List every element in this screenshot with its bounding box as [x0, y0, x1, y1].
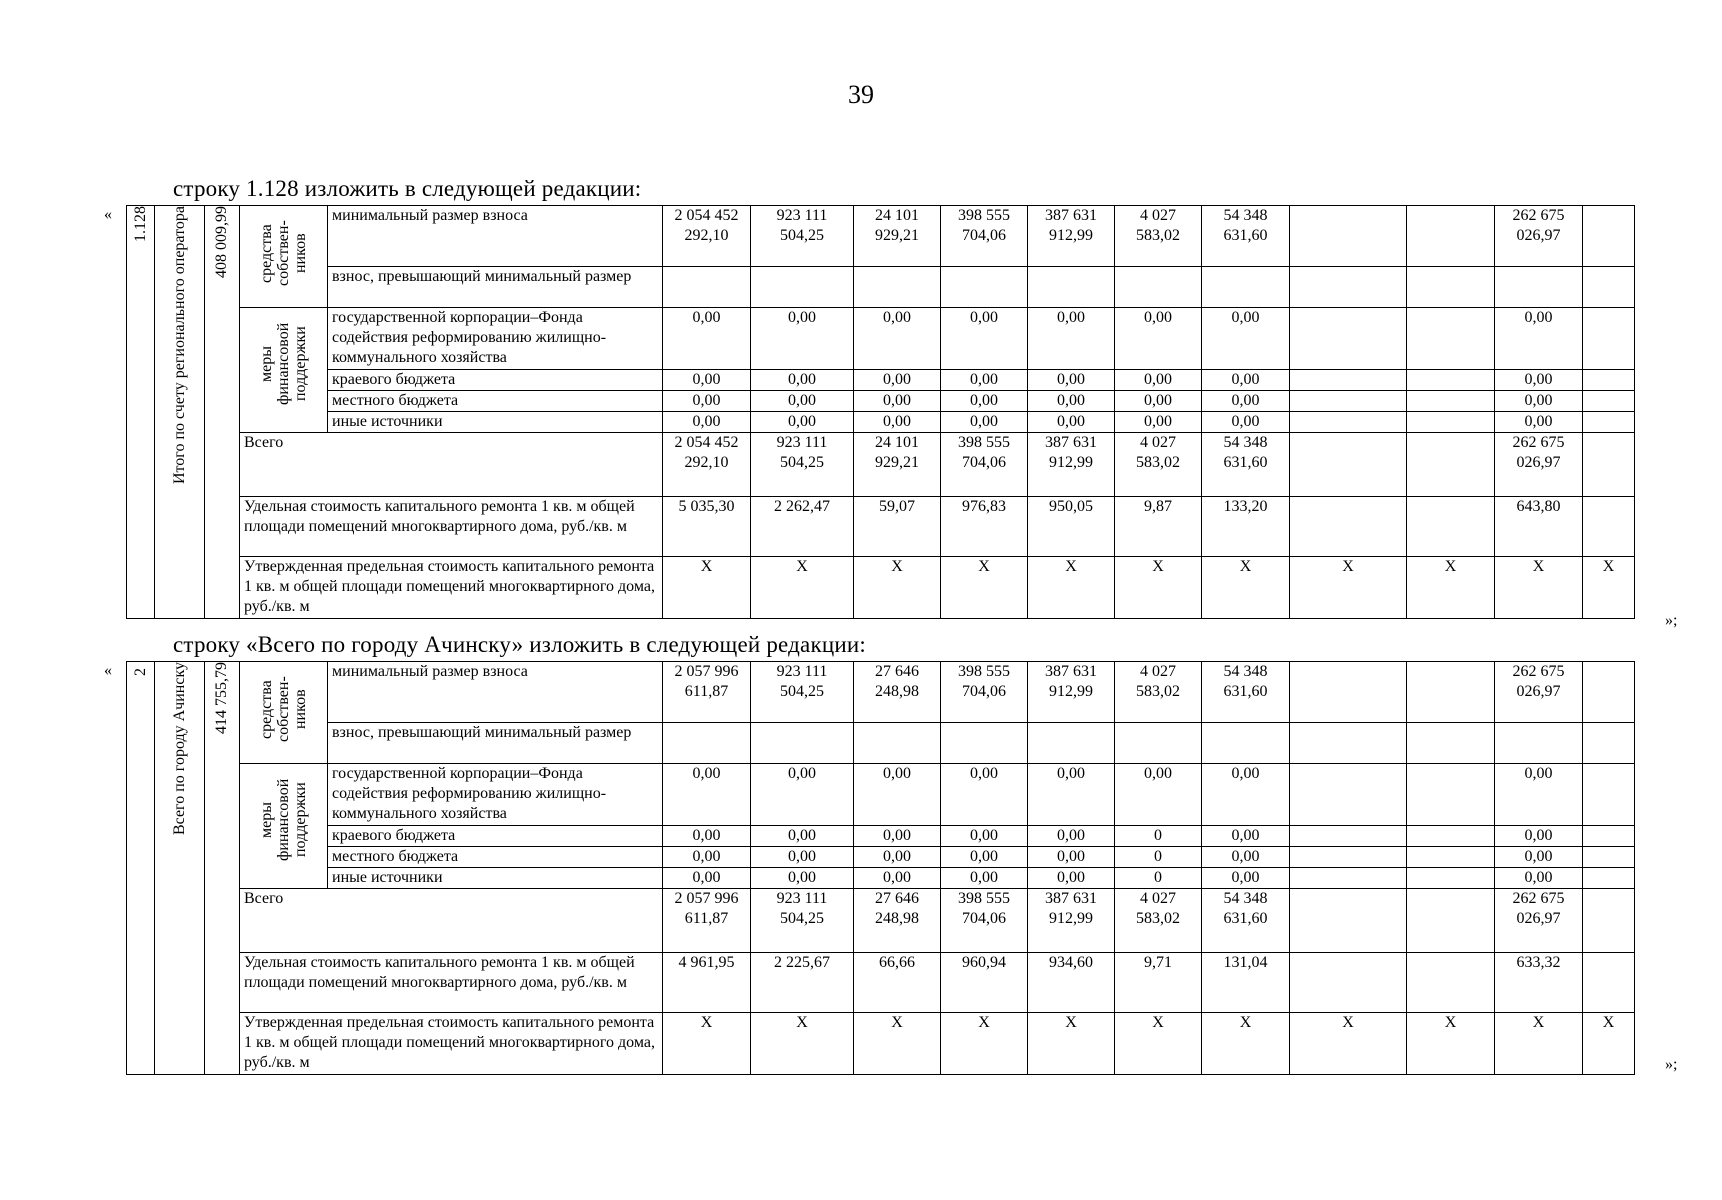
value-cell: 2 057 996 611,87: [663, 889, 751, 953]
value-cell: 0,00: [663, 370, 751, 391]
value-cell: X: [1028, 557, 1115, 619]
row-label: иные источники: [328, 868, 663, 889]
row-label: Утвержденная предельная стоимость капитального ремонта 1 кв. м общей площади помещений многоквартирного дома, руб./кв. м: [240, 557, 663, 619]
value-cell: 633,32: [1495, 953, 1583, 1013]
value-cell: [1290, 868, 1407, 889]
value-cell: 0,00: [941, 764, 1028, 826]
value-cell: [1290, 391, 1407, 412]
value-cell: [1583, 308, 1635, 370]
value-cell: 2 262,47: [751, 497, 854, 557]
value-cell: 387 631 912,99: [1028, 662, 1115, 723]
value-cell: [1290, 267, 1407, 308]
value-cell: 387 631 912,99: [1028, 206, 1115, 267]
value-cell: 0,00: [1202, 826, 1290, 847]
row-label: минимальный размер взноса: [328, 206, 663, 267]
group-support-label: меры финансовой поддержки: [258, 778, 309, 862]
value-cell: X: [1028, 1013, 1115, 1075]
page-number: 39: [848, 80, 874, 109]
value-cell: [1290, 889, 1407, 953]
value-cell: [1583, 723, 1635, 764]
value-cell: X: [663, 1013, 751, 1075]
value-cell: 0,00: [854, 764, 941, 826]
value-cell: 0,00: [1028, 764, 1115, 826]
area-value: 408 009,99: [213, 206, 230, 278]
value-cell: 387 631 912,99: [1028, 889, 1115, 953]
group-owners-cell: [240, 662, 328, 764]
value-cell: [663, 267, 751, 308]
value-cell: 923 111 504,25: [751, 433, 854, 497]
value-cell: [1115, 723, 1202, 764]
group-support-label: меры финансовой поддержки: [258, 322, 309, 406]
value-cell: 0,00: [663, 391, 751, 412]
value-cell: [1290, 308, 1407, 370]
section-heading: строку «Всего по городу Ачинску» изложить в следующей редакции:: [173, 632, 866, 657]
value-cell: X: [1495, 557, 1583, 619]
row-number: 2: [132, 668, 149, 676]
value-cell: 54 348 631,60: [1202, 889, 1290, 953]
value-cell: 0: [1115, 826, 1202, 847]
value-cell: 54 348 631,60: [1202, 433, 1290, 497]
value-cell: X: [1495, 1013, 1583, 1075]
value-cell: 0,00: [854, 391, 941, 412]
row-label: минимальный размер взноса: [328, 662, 663, 723]
value-cell: 0,00: [1028, 308, 1115, 370]
value-cell: [663, 723, 751, 764]
value-cell: 0,00: [1495, 847, 1583, 868]
value-cell: [1290, 826, 1407, 847]
value-cell: X: [1583, 557, 1635, 619]
closing-quote: »;: [1665, 1056, 1678, 1073]
value-cell: [1290, 497, 1407, 557]
table-row: [127, 557, 1635, 619]
value-cell: X: [1407, 557, 1495, 619]
value-cell: X: [751, 557, 854, 619]
value-cell: X: [1290, 557, 1407, 619]
value-cell: 262 675 026,97: [1495, 433, 1583, 497]
value-cell: 923 111 504,25: [751, 662, 854, 723]
value-cell: 9,87: [1115, 497, 1202, 557]
value-cell: 0,00: [941, 847, 1028, 868]
value-cell: 262 675 026,97: [1495, 662, 1583, 723]
value-cell: [1290, 433, 1407, 497]
value-cell: [941, 267, 1028, 308]
value-cell: 0,00: [1115, 412, 1202, 433]
value-cell: [1583, 826, 1635, 847]
value-cell: 27 646 248,98: [854, 889, 941, 953]
value-cell: 398 555 704,06: [941, 889, 1028, 953]
table-row: [127, 497, 1635, 557]
value-cell: 24 101 929,21: [854, 206, 941, 267]
value-cell: [1407, 868, 1495, 889]
value-cell: 59,07: [854, 497, 941, 557]
value-cell: X: [854, 557, 941, 619]
value-cell: [1290, 953, 1407, 1013]
value-cell: [1407, 267, 1495, 308]
value-cell: 0,00: [663, 412, 751, 433]
value-cell: 0,00: [1028, 370, 1115, 391]
value-cell: [1407, 953, 1495, 1013]
value-cell: 0,00: [1495, 308, 1583, 370]
value-cell: 262 675 026,97: [1495, 206, 1583, 267]
value-cell: [1583, 889, 1635, 953]
row-label: краевого бюджета: [328, 826, 663, 847]
table-row: [127, 308, 1635, 370]
value-cell: [1495, 267, 1583, 308]
value-cell: 0,00: [751, 764, 854, 826]
value-cell: 0,00: [1495, 826, 1583, 847]
value-cell: [1583, 267, 1635, 308]
table-row: [127, 889, 1635, 953]
row-label: Утвержденная предельная стоимость капитального ремонта 1 кв. м общей площади помещений многоквартирного дома, руб./кв. м: [240, 1013, 663, 1075]
row-name: Итого по счету регионального оператора: [170, 206, 188, 485]
row-label: Удельная стоимость капитального ремонта 1 кв. м общей площади помещений многоквартирного дома, руб./кв. м: [240, 953, 663, 1013]
value-cell: 0: [1115, 847, 1202, 868]
value-cell: 398 555 704,06: [941, 206, 1028, 267]
value-cell: 0,00: [854, 847, 941, 868]
value-cell: [1583, 868, 1635, 889]
table-row: [127, 826, 1635, 847]
value-cell: [1290, 206, 1407, 267]
opening-quote: «: [104, 662, 112, 679]
value-cell: 950,05: [1028, 497, 1115, 557]
row-label: взнос, превышающий минимальный размер: [328, 267, 663, 308]
row-name: Всего по городу Ачинску: [170, 662, 188, 836]
value-cell: [1290, 412, 1407, 433]
value-cell: 0,00: [1202, 847, 1290, 868]
value-cell: 398 555 704,06: [941, 662, 1028, 723]
value-cell: [1407, 391, 1495, 412]
value-cell: [1290, 723, 1407, 764]
value-cell: 0,00: [1115, 391, 1202, 412]
value-cell: [1407, 826, 1495, 847]
value-cell: 4 027 583,02: [1115, 662, 1202, 723]
table-row: [127, 953, 1635, 1013]
value-cell: 0,00: [941, 868, 1028, 889]
table-row: [127, 1013, 1635, 1075]
value-cell: 0,00: [1495, 370, 1583, 391]
value-cell: [1583, 370, 1635, 391]
value-cell: 2 054 452 292,10: [663, 433, 751, 497]
value-cell: [1583, 391, 1635, 412]
value-cell: 4 027 583,02: [1115, 889, 1202, 953]
value-cell: 0,00: [1115, 370, 1202, 391]
value-cell: 0,00: [1115, 308, 1202, 370]
row-name-cell: [155, 662, 205, 1075]
value-cell: 4 961,95: [663, 953, 751, 1013]
row-number: 1.128: [132, 206, 149, 242]
value-cell: 0,00: [1202, 868, 1290, 889]
value-cell: 398 555 704,06: [941, 433, 1028, 497]
value-cell: 0,00: [663, 764, 751, 826]
value-cell: 131,04: [1202, 953, 1290, 1013]
table-row: [127, 847, 1635, 868]
value-cell: [1202, 267, 1290, 308]
value-cell: [854, 723, 941, 764]
group-owners-label: средства собствен-ников: [258, 676, 309, 743]
group-owners-label: средства собствен-ников: [258, 220, 309, 287]
value-cell: 0,00: [941, 391, 1028, 412]
value-cell: 0,00: [1202, 412, 1290, 433]
value-cell: [1290, 370, 1407, 391]
value-cell: [1290, 764, 1407, 826]
value-cell: [1407, 723, 1495, 764]
group-support-cell: [240, 308, 328, 433]
table-row: [127, 662, 1635, 723]
value-cell: 0: [1115, 868, 1202, 889]
value-cell: 0,00: [1028, 826, 1115, 847]
row-label: иные источники: [328, 412, 663, 433]
row-name-cell: [155, 206, 205, 619]
row-label: Всего: [240, 433, 663, 497]
value-cell: [1028, 267, 1115, 308]
value-cell: 9,71: [1115, 953, 1202, 1013]
area-cell: [205, 662, 240, 1075]
value-cell: 0,00: [1115, 764, 1202, 826]
value-cell: X: [1290, 1013, 1407, 1075]
closing-quote: »;: [1665, 612, 1678, 629]
row-label: местного бюджета: [328, 391, 663, 412]
row-label: взнос, превышающий минимальный размер: [328, 723, 663, 764]
value-cell: [1407, 433, 1495, 497]
value-cell: [751, 267, 854, 308]
value-cell: 54 348 631,60: [1202, 662, 1290, 723]
value-cell: [1407, 370, 1495, 391]
value-cell: 0,00: [854, 412, 941, 433]
value-cell: 0,00: [1028, 868, 1115, 889]
group-owners-cell: [240, 206, 328, 308]
value-cell: 0,00: [751, 412, 854, 433]
value-cell: [1290, 662, 1407, 723]
value-cell: 0,00: [1028, 391, 1115, 412]
value-cell: 0,00: [854, 826, 941, 847]
value-cell: X: [941, 1013, 1028, 1075]
value-cell: [1583, 412, 1635, 433]
value-cell: [1583, 847, 1635, 868]
value-cell: X: [1115, 557, 1202, 619]
value-cell: 0,00: [1202, 764, 1290, 826]
value-cell: 0,00: [1028, 847, 1115, 868]
value-cell: 643,80: [1495, 497, 1583, 557]
value-cell: 0,00: [751, 847, 854, 868]
value-cell: X: [1202, 557, 1290, 619]
row-label: Удельная стоимость капитального ремонта 1 кв. м общей площади помещений многоквартирного дома, руб./кв. м: [240, 497, 663, 557]
value-cell: X: [663, 557, 751, 619]
row-number-cell: [127, 662, 155, 1075]
value-cell: 387 631 912,99: [1028, 433, 1115, 497]
value-cell: [854, 267, 941, 308]
value-cell: X: [1583, 1013, 1635, 1075]
value-cell: 54 348 631,60: [1202, 206, 1290, 267]
value-cell: [941, 723, 1028, 764]
value-cell: 4 027 583,02: [1115, 433, 1202, 497]
value-cell: [1407, 889, 1495, 953]
area-cell: [205, 206, 240, 619]
amendment-table-1: [126, 205, 1635, 619]
value-cell: X: [854, 1013, 941, 1075]
group-support-cell: [240, 764, 328, 889]
value-cell: 960,94: [941, 953, 1028, 1013]
value-cell: 923 111 504,25: [751, 889, 854, 953]
value-cell: 2 054 452 292,10: [663, 206, 751, 267]
value-cell: [1583, 953, 1635, 1013]
value-cell: 0,00: [751, 370, 854, 391]
row-label: государственной корпорации–Фонда содействия реформированию жилищно-коммунального хозяйства: [328, 308, 663, 370]
value-cell: [1202, 723, 1290, 764]
value-cell: [1583, 764, 1635, 826]
value-cell: 0,00: [751, 826, 854, 847]
value-cell: 27 646 248,98: [854, 662, 941, 723]
section-heading: строку 1.128 изложить в следующей редакции:: [173, 176, 642, 201]
value-cell: 0,00: [663, 308, 751, 370]
table-row: [127, 723, 1635, 764]
value-cell: [1583, 497, 1635, 557]
value-cell: 262 675 026,97: [1495, 889, 1583, 953]
value-cell: 2 057 996 611,87: [663, 662, 751, 723]
value-cell: 0,00: [1495, 391, 1583, 412]
value-cell: [1115, 267, 1202, 308]
value-cell: 0,00: [854, 308, 941, 370]
value-cell: 5 035,30: [663, 497, 751, 557]
value-cell: 934,60: [1028, 953, 1115, 1013]
value-cell: 0,00: [1202, 308, 1290, 370]
value-cell: 0,00: [663, 826, 751, 847]
value-cell: X: [941, 557, 1028, 619]
table-row: [127, 206, 1635, 267]
table-row: [127, 868, 1635, 889]
row-label: местного бюджета: [328, 847, 663, 868]
value-cell: 0,00: [751, 868, 854, 889]
value-cell: [1028, 723, 1115, 764]
value-cell: [1407, 412, 1495, 433]
value-cell: 0,00: [941, 826, 1028, 847]
table-row: [127, 433, 1635, 497]
value-cell: X: [1407, 1013, 1495, 1075]
value-cell: 0,00: [1202, 391, 1290, 412]
row-label: Всего: [240, 889, 663, 953]
value-cell: X: [1115, 1013, 1202, 1075]
value-cell: 0,00: [854, 868, 941, 889]
opening-quote: «: [104, 206, 112, 223]
table-row: [127, 370, 1635, 391]
value-cell: [1407, 662, 1495, 723]
value-cell: 24 101 929,21: [854, 433, 941, 497]
value-cell: 66,66: [854, 953, 941, 1013]
value-cell: 0,00: [941, 370, 1028, 391]
value-cell: [1583, 433, 1635, 497]
value-cell: [1290, 847, 1407, 868]
table-row: [127, 267, 1635, 308]
row-label: краевого бюджета: [328, 370, 663, 391]
table-row: [127, 764, 1635, 826]
value-cell: 0,00: [1028, 412, 1115, 433]
value-cell: X: [1202, 1013, 1290, 1075]
value-cell: 0,00: [941, 412, 1028, 433]
value-cell: 2 225,67: [751, 953, 854, 1013]
value-cell: 0,00: [663, 847, 751, 868]
row-label: государственной корпорации–Фонда содействия реформированию жилищно-коммунального хозяйства: [328, 764, 663, 826]
value-cell: 133,20: [1202, 497, 1290, 557]
value-cell: [1407, 497, 1495, 557]
value-cell: 0,00: [1495, 868, 1583, 889]
value-cell: [1495, 723, 1583, 764]
value-cell: 0,00: [663, 868, 751, 889]
value-cell: [1407, 847, 1495, 868]
value-cell: 0,00: [1495, 412, 1583, 433]
value-cell: [1407, 308, 1495, 370]
value-cell: 0,00: [751, 391, 854, 412]
table-row: [127, 412, 1635, 433]
value-cell: 0,00: [941, 308, 1028, 370]
value-cell: X: [751, 1013, 854, 1075]
value-cell: 0,00: [1495, 764, 1583, 826]
value-cell: [751, 723, 854, 764]
amendment-table-2: [126, 661, 1635, 1075]
value-cell: 4 027 583,02: [1115, 206, 1202, 267]
value-cell: 0,00: [751, 308, 854, 370]
value-cell: 923 111 504,25: [751, 206, 854, 267]
value-cell: [1407, 764, 1495, 826]
value-cell: [1583, 206, 1635, 267]
value-cell: 0,00: [1202, 370, 1290, 391]
table-row: [127, 391, 1635, 412]
area-value: 414 755,79: [213, 662, 230, 734]
value-cell: 976,83: [941, 497, 1028, 557]
row-number-cell: [127, 206, 155, 619]
value-cell: [1407, 206, 1495, 267]
value-cell: 0,00: [854, 370, 941, 391]
value-cell: [1583, 662, 1635, 723]
